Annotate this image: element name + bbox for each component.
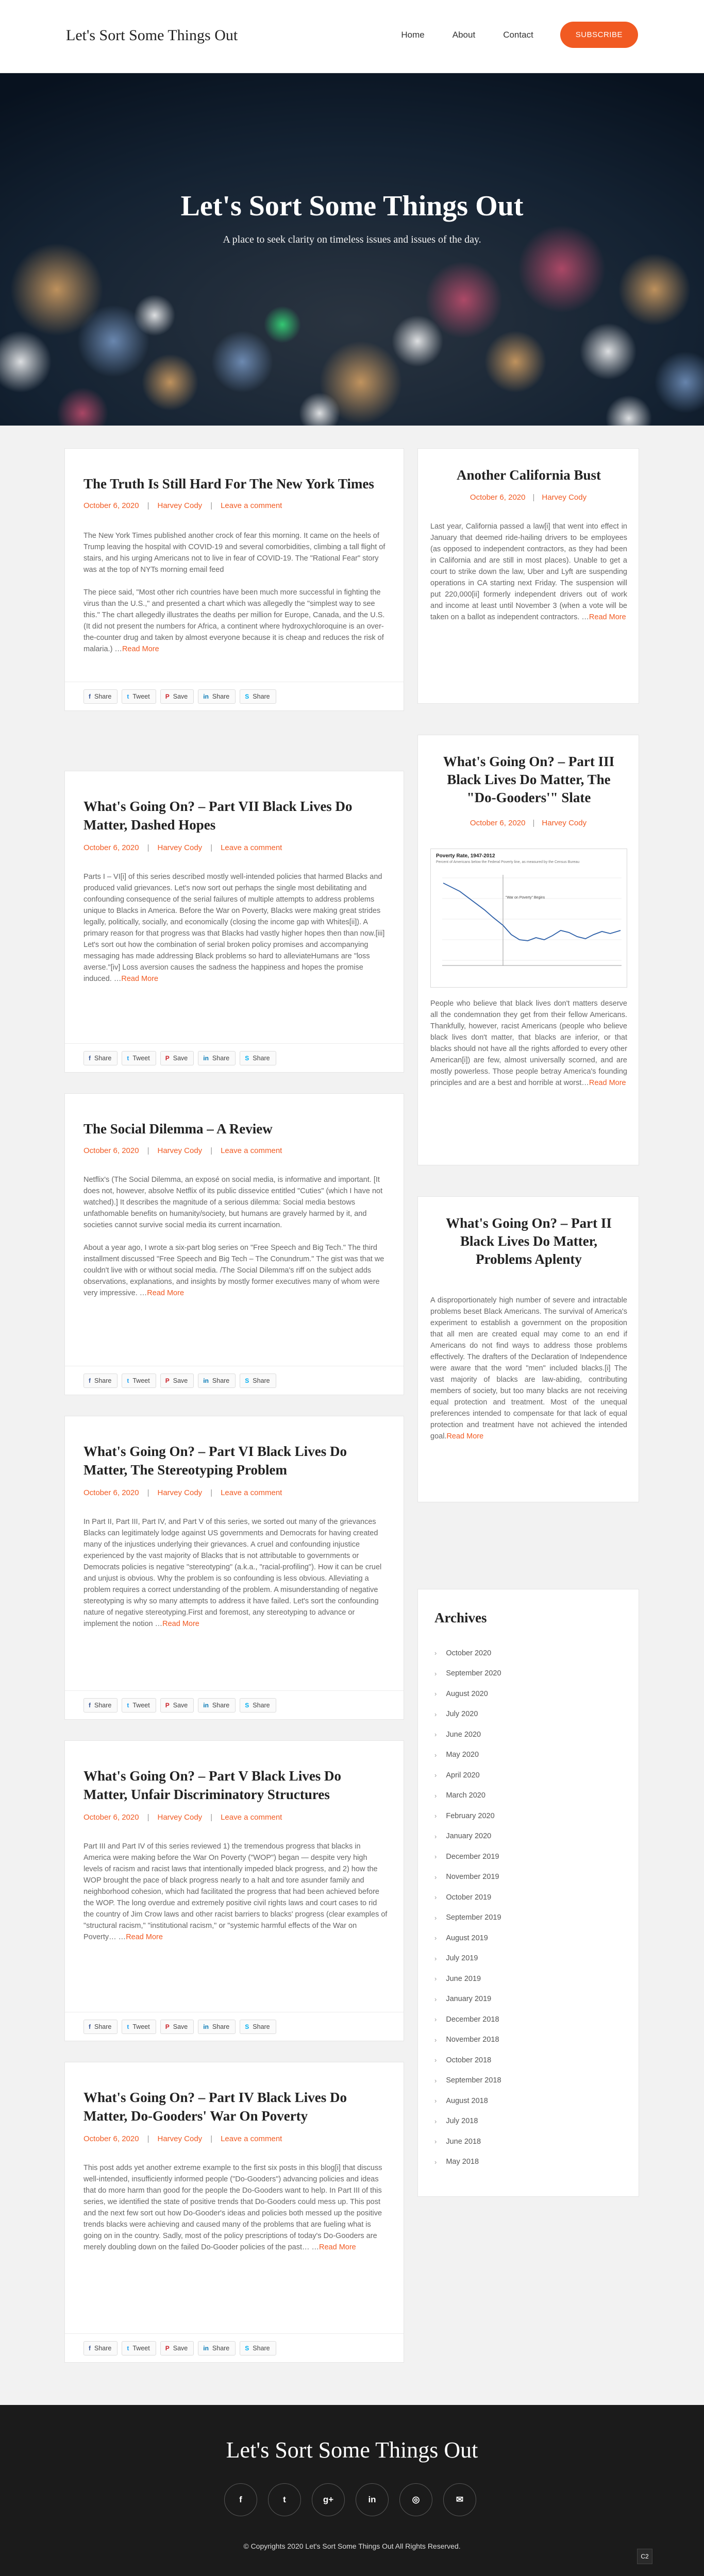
post-excerpt	[83, 1174, 388, 1310]
chart-title: Poverty Rate, 1947-2012	[436, 853, 495, 859]
archive-item[interactable]	[434, 1806, 501, 1826]
post-title[interactable]: What's Going On? – Part V Black Lives Do Matter, Unfair Discriminatory Structures	[83, 1768, 342, 1802]
pinterest-icon: P	[165, 2344, 170, 2352]
share-button-facebook[interactable]	[83, 1051, 118, 1065]
archive-item[interactable]	[434, 1908, 501, 1928]
share-button-skype[interactable]	[240, 1698, 276, 1713]
nav-about[interactable]: About	[452, 29, 476, 40]
share-button-pinterest[interactable]	[160, 1051, 194, 1065]
skype-icon: S	[245, 2344, 249, 2352]
post-date[interactable]: October 6, 2020	[83, 2134, 139, 2143]
chevron-right-icon: ›	[434, 1873, 437, 1881]
chevron-right-icon: ›	[434, 2036, 437, 2044]
archive-label: August 2018	[446, 2096, 488, 2105]
site-footer	[0, 2405, 704, 2576]
excerpt-paragraph: Last year, California passed a law[i] that went into effect in January that deemed ride-hailing drivers to be employees (as opposed to independent contractors, as they had been in California and are still in most places). Unable to get a court to strike down the law, Uber and Lyft are suspending operations in CA starting next Friday. The suspension will put 220,000[ii] formerly independent drivers out of work and income at least until November 3 (when a vote will be taken on a ballot as independent contractors. …	[430, 522, 627, 621]
twitter-icon: t	[127, 2023, 129, 2030]
post-meta: October 6, 2020 | Harvey Cody | Leave a comment	[83, 1146, 282, 1155]
share-button-linkedin[interactable]	[198, 1698, 236, 1713]
chart-plot	[431, 868, 627, 986]
facebook-icon: f	[89, 1377, 91, 1384]
post-title[interactable]: What's Going On? – Part VII Black Lives Do Matter, Dashed Hopes	[83, 799, 353, 833]
chevron-right-icon: ›	[434, 2158, 437, 2166]
leave-comment-link[interactable]: Leave a comment	[221, 501, 282, 510]
archive-item[interactable]	[434, 1724, 501, 1745]
excerpt-paragraph: Netflix's (The Social Dilemma, an exposé on social media, is informative and important. [It does not, however, absolve Netflix of its public dissevice entitled "Cuties" (which I have not watched).] It describes the magnitude of a serious dilemma: Social media bestows unfathomable benefits on humanity/society, but humans are gravely harmed by it, and societies cannot survive social media its current incarnation.	[83, 1176, 383, 1229]
skype-icon: S	[245, 2023, 249, 2030]
facebook-icon: f	[89, 1701, 91, 1709]
site-header	[0, 0, 704, 73]
post-card	[64, 771, 404, 1073]
excerpt-paragraph: The piece said, "Most other rich countries have been much more successful in fighting the virus than the U.S.," and presented a chart which was allegedly the "simplest way to see this." The chart allegedly illustrates the deaths per million for Europe, Canada, and the U.S. (It did not present the numbers for Africa, a continent where hydroxychloroquine is an over-the-counter drug and taken by almost everyone because it is cheap and reduces the risk of malaria.) …	[83, 588, 385, 653]
chevron-right-icon: ›	[434, 1690, 437, 1698]
share-label: Save	[173, 1701, 188, 1709]
skype-icon: S	[245, 1377, 249, 1384]
share-label: Share	[212, 1701, 230, 1709]
archive-label: September 2018	[446, 2076, 501, 2085]
nav-home[interactable]: Home	[401, 29, 425, 40]
post-title[interactable]: The Social Dilemma – A Review	[83, 1121, 273, 1137]
pinterest-icon: P	[165, 1054, 170, 1062]
post-excerpt	[83, 871, 388, 996]
archive-item[interactable]	[434, 1846, 501, 1867]
archive-item[interactable]	[434, 1704, 501, 1725]
archive-label: August 2020	[446, 1689, 488, 1698]
read-more-link[interactable]: Read More	[126, 1933, 163, 1941]
excerpt-paragraph: The New York Times published another crock of fear this morning. It came on the heels of Trump leaving the hospital with COVID-19 and several comorbidities, climbing a tall flight of stairs, and his urging Americans not to live in fear of COVID-19. The "Rational Fear" story was at the top of NYTs morning email feed	[83, 532, 385, 574]
post-date[interactable]: October 6, 2020	[83, 501, 139, 510]
sidebar-post-card	[417, 1196, 639, 1502]
archive-item[interactable]	[434, 2091, 501, 2111]
share-label: Tweet	[132, 1054, 150, 1062]
hero-bokeh-background	[0, 73, 704, 426]
excerpt-paragraph: This post adds yet another extreme example to the first six posts in this blog[i] that discuss well-intended, insufficiently informed people ("Do-Gooders") advancing policies and ideas that do more harm than good for the people the Do-Gooders want to help. In Part III of this series, we identified the state of positive trends that Do-Gooders could mess up. This post and the next few sort out how Do-Gooder's ideas and policies both messed up the positive trends blacks were achieving and caused many of the problems that are fueling what is going on in the country. Sadly, most of the policy prescriptions of today's Do-Gooders are merely doubling down on the failed Do-Gooder policies of the past… …	[83, 2164, 382, 2251]
linkedin-icon: in	[203, 2344, 209, 2352]
social-links	[224, 2483, 487, 2516]
share-bar	[65, 2012, 404, 2041]
linkedin-icon: in	[203, 1054, 209, 1062]
read-more-link[interactable]: Read More	[162, 1620, 199, 1628]
leave-comment-link[interactable]: Leave a comment	[221, 843, 282, 852]
archive-item[interactable]	[434, 1867, 501, 1888]
chevron-right-icon: ›	[434, 1649, 437, 1657]
share-button-twitter[interactable]	[122, 2020, 156, 2034]
chevron-right-icon: ›	[434, 1710, 437, 1718]
facebook-icon: f	[89, 1054, 91, 1062]
sidebar-post-card	[417, 448, 639, 704]
post-author[interactable]: Harvey Cody	[157, 843, 203, 852]
chevron-right-icon: ›	[434, 1975, 437, 1983]
chart-subtitle: Percent of Americans below the Federal Poverty line, as measured by the Census Bureau	[436, 860, 580, 864]
read-more-link[interactable]: Read More	[122, 645, 159, 653]
share-button-twitter[interactable]	[122, 689, 156, 704]
skype-icon: S	[245, 1054, 249, 1062]
share-button-linkedin[interactable]	[198, 1051, 236, 1065]
sidebar-post-excerpt	[430, 521, 627, 623]
archive-item[interactable]	[434, 1826, 501, 1847]
chevron-right-icon: ›	[434, 2097, 437, 2105]
archive-item[interactable]	[434, 1664, 501, 1684]
share-bar	[65, 682, 404, 710]
post-meta: October 6, 2020 | Harvey Cody | Leave a comment	[83, 1488, 282, 1497]
skype-icon: S	[245, 692, 249, 700]
share-button-facebook[interactable]	[83, 2341, 118, 2355]
read-more-link[interactable]: Read More	[589, 613, 626, 621]
chevron-right-icon: ›	[434, 1751, 437, 1759]
archive-label: January 2020	[446, 1832, 492, 1841]
share-label: Share	[212, 2023, 230, 2030]
share-button-skype[interactable]	[240, 2020, 276, 2034]
share-label: Save	[173, 2023, 188, 2030]
share-button-pinterest[interactable]	[160, 1698, 194, 1713]
twitter-icon: t	[127, 1054, 129, 1062]
archive-label: July 2018	[446, 2117, 478, 2126]
excerpt-paragraph: In Part II, Part III, Part IV, and Part V of this series, we sorted out many of the grievances Blacks can legitimately lodge against US governments and Democrats for having created many of the injustices underlying their grievances. A cruel and confounding injustice experienced by the vast majority of Blacks that is not attributable to governments or Democrats policies is negative "stereotyping" (a.k.a., "racial-profiling"). How it can be cruel and unjust is obvious. Why the problem is so confounding is less obvious. Alleviating a problem requires a correct understanding of the problem. A misunderstanding of negative stereotyping is why so many attempts to address it have failed. Let's sort the confounding nature of negative stereotyping.First and foremost, any stereotyping to advance or implement the notion …	[83, 1518, 382, 1628]
post-author[interactable]: Harvey Cody	[542, 819, 587, 827]
share-label: Share	[94, 692, 112, 700]
archive-item[interactable]	[434, 1948, 501, 1969]
chevron-right-icon: ›	[434, 2117, 437, 2125]
twitter-icon: t	[127, 2344, 129, 2352]
sidebar-post-excerpt	[430, 998, 627, 1089]
sidebar-post-card	[417, 735, 639, 1165]
share-label: Share	[94, 2344, 112, 2352]
linkedin-icon: in	[203, 1377, 209, 1384]
post-author[interactable]: Harvey Cody	[157, 1813, 203, 1822]
share-bar	[65, 1690, 404, 1719]
post-meta: October 6, 2020 | Harvey Cody | Leave a comment	[83, 1813, 282, 1822]
post-card	[64, 1416, 404, 1720]
read-more-link[interactable]: Read More	[319, 2243, 356, 2251]
archive-item[interactable]	[434, 1989, 501, 2010]
post-card	[64, 1740, 404, 2041]
post-date[interactable]: October 6, 2020	[470, 493, 526, 502]
archive-item[interactable]	[434, 1969, 501, 1989]
twitter-icon: t	[127, 692, 129, 700]
archive-item[interactable]	[434, 2111, 501, 2132]
share-button-facebook[interactable]	[83, 689, 118, 704]
share-button-linkedin[interactable]	[198, 1374, 236, 1388]
hero-title: Let's Sort Some Things Out	[180, 190, 524, 222]
share-button-linkedin[interactable]	[198, 2020, 236, 2034]
post-card	[64, 1093, 404, 1395]
share-label: Share	[212, 692, 230, 700]
share-label: Share	[253, 1377, 270, 1384]
post-title[interactable]: The Truth Is Still Hard For The New York Times	[83, 476, 374, 492]
linkedin-icon: in	[203, 692, 209, 700]
archive-label: July 2019	[446, 1954, 478, 1963]
share-label: Share	[212, 2344, 230, 2352]
share-label: Share	[253, 1054, 270, 1062]
post-title[interactable]: What's Going On? – Part VI Black Lives Do Matter, The Stereotyping Problem	[83, 1444, 347, 1478]
post-meta: October 6, 2020 | Harvey Cody | Leave a comment	[83, 843, 282, 852]
google-plus-icon[interactable]: g+	[312, 2483, 345, 2516]
email-icon[interactable]: ✉	[443, 2483, 476, 2516]
post-author[interactable]: Harvey Cody	[157, 501, 203, 510]
chevron-right-icon: ›	[434, 1669, 437, 1677]
share-button-linkedin[interactable]	[198, 689, 236, 704]
subscribe-button[interactable]: SUBSCRIBE	[560, 22, 638, 48]
archive-item[interactable]	[434, 1786, 501, 1806]
share-button-twitter[interactable]	[122, 1051, 156, 1065]
hero-banner	[0, 73, 704, 426]
post-card	[64, 448, 404, 711]
read-more-link[interactable]: Read More	[446, 1432, 484, 1440]
facebook-icon: f	[89, 2344, 91, 2352]
share-bar	[65, 1366, 404, 1395]
post-excerpt	[83, 1841, 388, 1954]
site-brand[interactable]: Let's Sort Some Things Out	[66, 27, 238, 44]
archive-label: June 2018	[446, 2137, 481, 2146]
post-excerpt	[83, 530, 388, 666]
archive-item[interactable]	[434, 2152, 501, 2173]
archive-label: August 2019	[446, 1934, 488, 1942]
archive-label: December 2019	[446, 1852, 499, 1861]
sidebar-post-meta: October 6, 2020 | Harvey Cody	[470, 819, 587, 827]
excerpt-paragraph: People who believe that black lives don't matters deserve all the condemnation they get from their fellow Americans. Thankfully, however, racist Americans (people who believe black lives don't matter, that blacks are inferior, or that blacks should not have all the rights afforded to every other American[i]) are few, almost universally scorned, and are mostly powerless. Those people betray America's founding principles and are a best and horrible at worst…	[430, 999, 627, 1087]
archive-label: October 2018	[446, 2056, 492, 2064]
post-excerpt	[83, 1516, 388, 1641]
pinterest-icon: P	[165, 1377, 170, 1384]
share-bar	[65, 1043, 404, 1072]
share-button-pinterest[interactable]	[160, 2020, 194, 2034]
hero-tagline: A place to seek clarity on timeless issues and issues of the day.	[223, 234, 481, 245]
share-button-twitter[interactable]	[122, 1374, 156, 1388]
post-author[interactable]: Harvey Cody	[157, 1146, 203, 1155]
post-author[interactable]: Harvey Cody	[157, 2134, 203, 2143]
read-more-link[interactable]: Read More	[589, 1079, 626, 1087]
read-more-link[interactable]: Read More	[147, 1289, 185, 1297]
leave-comment-link[interactable]: Leave a comment	[221, 2134, 282, 2143]
archive-item[interactable]	[434, 2050, 501, 2071]
archive-label: February 2020	[446, 1811, 495, 1820]
archive-label: June 2020	[446, 1730, 481, 1739]
chevron-right-icon: ›	[434, 1913, 437, 1922]
share-label: Save	[173, 1054, 188, 1062]
share-label: Tweet	[132, 692, 150, 700]
share-label: Save	[173, 1377, 188, 1384]
main-nav	[373, 22, 638, 48]
linkedin-icon: in	[203, 1701, 209, 1709]
facebook-icon: f	[89, 2023, 91, 2030]
share-button-facebook[interactable]	[83, 2020, 118, 2034]
share-label: Share	[212, 1377, 230, 1384]
share-button-pinterest[interactable]	[160, 1374, 194, 1388]
chevron-right-icon: ›	[434, 2138, 437, 2146]
archive-item[interactable]	[434, 1928, 501, 1948]
archives-title: Archives	[434, 1610, 487, 1625]
share-label: Share	[94, 1701, 112, 1709]
facebook-icon[interactable]: f	[224, 2483, 257, 2516]
post-card	[64, 2062, 404, 2363]
excerpt-paragraph: Parts I – VI[i] of this series described mostly well-intended policies that harmed Blacks and produced valid grievances. Let's now sort out perhaps the single most debilitating and confounding consequence of the serial failures of multiple attempts to address problems unique to Blacks in America. Before the War on Poverty, Blacks were making great strides legally, politically, socially, and economically (closing the income gap with Whites[ii]). A primary reason for that progress was that Blacks had vastly higher hopes then than now.[iii] Let's sort out how the combination of serial broken policy promises and accompanying messaging has made addressing Black problems so hard to alleviateHumans are "loss averse."[iv] Loss aversion causes the sadness the happiness and hopes the promise induced. …	[83, 873, 385, 983]
archive-item[interactable]	[434, 1745, 501, 1766]
archive-label: June 2019	[446, 1974, 481, 1983]
chevron-right-icon: ›	[434, 1954, 437, 1962]
share-label: Tweet	[132, 2023, 150, 2030]
archive-label: March 2020	[446, 1791, 485, 1800]
sidebar-post-meta: October 6, 2020 | Harvey Cody	[470, 493, 587, 502]
share-button-pinterest[interactable]	[160, 689, 194, 704]
share-label: Share	[253, 692, 270, 700]
chevron-right-icon: ›	[434, 1893, 437, 1902]
poverty-rate-line	[443, 883, 621, 941]
archive-label: October 2020	[446, 1649, 492, 1657]
share-label: Share	[94, 1054, 112, 1062]
share-label: Share	[212, 1054, 230, 1062]
share-button-skype[interactable]	[240, 1374, 276, 1388]
linkedin-icon: in	[203, 2023, 209, 2030]
chevron-right-icon: ›	[434, 2056, 437, 2064]
archive-label: September 2019	[446, 1913, 501, 1922]
chevron-right-icon: ›	[434, 1934, 437, 1942]
linkedin-icon[interactable]: in	[356, 2483, 389, 2516]
archive-label: October 2019	[446, 1893, 492, 1902]
archive-label: May 2020	[446, 1751, 479, 1759]
share-label: Share	[253, 2023, 270, 2030]
excerpt-paragraph: A disproportionately high number of severe and intractable problems beset Black Americans. The survival of America's experiment to establish a government on the proposition that all men are created equal may come to an end if Americans do not find ways to address those problems effectively. The drafters of the Declaration of Independence were aware that the word "men" included blacks.[i] The vast majority of blacks are law-abiding, contributing members of society, but too many blacks are not receiving equal protection and treatment. Most of the unequal preferences intended to compensate for that lack of equal protection and treatment have not achieved the intended goal.	[430, 1296, 627, 1440]
archive-label: July 2020	[446, 1710, 478, 1719]
chevron-right-icon: ›	[434, 1853, 437, 1861]
archive-item[interactable]	[434, 1887, 501, 1908]
excerpt-paragraph: About a year ago, I wrote a six-part blog series on "Free Speech and Big Tech." The third installment discussed "Free Speech and Big Tech – The Conundrum." The gist was that we couldn't live with or without social media. /The Social Dilemma's riff on the subject adds observations, explanations, and insights by mostly former executives many of whom were very impressive. …	[83, 1244, 384, 1297]
share-bar	[65, 2333, 404, 2362]
share-button-facebook[interactable]	[83, 1374, 118, 1388]
chevron-right-icon: ›	[434, 1995, 437, 2003]
share-label: Share	[253, 2344, 270, 2352]
archive-label: January 2019	[446, 1995, 492, 2004]
share-button-twitter[interactable]	[122, 2341, 156, 2355]
pinterest-icon: P	[165, 1701, 170, 1709]
share-button-skype[interactable]	[240, 1051, 276, 1065]
chevron-right-icon: ›	[434, 2076, 437, 2084]
floating-badge[interactable]: C2	[637, 2549, 652, 2564]
post-date[interactable]: October 6, 2020	[83, 843, 139, 852]
archive-item[interactable]	[434, 1684, 501, 1704]
leave-comment-link[interactable]: Leave a comment	[221, 1813, 282, 1822]
share-label: Tweet	[132, 2344, 150, 2352]
sidebar-post-excerpt	[430, 1295, 627, 1442]
chevron-right-icon: ›	[434, 1832, 437, 1840]
sidebar-post-title[interactable]: What's Going On? – Part II Black Lives Do Matter, Problems Aplenty	[446, 1215, 612, 1267]
archive-item[interactable]	[434, 2071, 501, 2091]
chevron-right-icon: ›	[434, 2015, 437, 2024]
chevron-right-icon: ›	[434, 1731, 437, 1739]
archive-item[interactable]	[434, 1643, 501, 1664]
archive-label: December 2018	[446, 2015, 499, 2024]
sidebar-post-title[interactable]: Another California Bust	[456, 467, 601, 483]
archives-list	[434, 1643, 501, 2172]
post-date[interactable]: October 6, 2020	[83, 1488, 139, 1497]
archive-item[interactable]	[434, 2009, 501, 2030]
chart-annotation: "War on Poverty" Begins	[506, 896, 545, 900]
post-title[interactable]: What's Going On? – Part IV Black Lives Do Matter, Do-Gooders' War On Poverty	[83, 2090, 347, 2124]
poverty-rate-chart	[430, 849, 627, 988]
chevron-right-icon: ›	[434, 1812, 437, 1820]
archive-label: September 2020	[446, 1669, 501, 1678]
sidebar-post-title[interactable]: What's Going On? – Part III Black Lives Do Matter, The "Do-Gooders'" Slate	[443, 754, 615, 805]
excerpt-paragraph: Part III and Part IV of this series reviewed 1) the tremendous progress that blacks in America were making before the War On Poverty ("WOP") began — despite very high levels of racism and racist laws that intentionally impeded black progress, and 2) how the WOP brought the pace of black progress nearly to a halt and tore asunder family and neighborhood cohesion, which had facilitated the progress that had been achieved before the WOP. The long overdue and extremely positive civil rights laws and court cases to rid the country of Jim Crow laws and other racist barriers to blacks' progress (clear examples of "structural racism," "institutional racism," or "systemic harmful effects of the War on Poverty… …	[83, 1842, 388, 1941]
post-date[interactable]: October 6, 2020	[83, 1146, 139, 1155]
share-label: Save	[173, 2344, 188, 2352]
share-label: Share	[94, 1377, 112, 1384]
post-meta: October 6, 2020 | Harvey Cody | Leave a comment	[83, 501, 282, 510]
share-label: Tweet	[132, 1377, 150, 1384]
share-label: Share	[94, 2023, 112, 2030]
instagram-icon[interactable]: ◎	[399, 2483, 432, 2516]
share-button-skype[interactable]	[240, 689, 276, 704]
twitter-icon: t	[127, 1701, 129, 1709]
archives-widget	[417, 1589, 639, 2197]
nav-contact[interactable]: Contact	[503, 29, 533, 40]
post-date[interactable]: October 6, 2020	[470, 819, 526, 827]
chevron-right-icon: ›	[434, 1791, 437, 1800]
chevron-right-icon: ›	[434, 1771, 437, 1780]
leave-comment-link[interactable]: Leave a comment	[221, 1488, 282, 1497]
share-button-facebook[interactable]	[83, 1698, 118, 1713]
post-excerpt	[83, 2162, 388, 2264]
share-button-pinterest[interactable]	[160, 2341, 194, 2355]
archive-item[interactable]	[434, 1765, 501, 1786]
archive-label: May 2018	[446, 2158, 479, 2166]
share-label: Share	[253, 1701, 270, 1709]
archive-label: November 2018	[446, 2036, 499, 2044]
twitter-icon: t	[127, 1377, 129, 1384]
post-author[interactable]: Harvey Cody	[542, 493, 587, 502]
post-author[interactable]: Harvey Cody	[157, 1488, 203, 1497]
share-label: Tweet	[132, 1701, 150, 1709]
pinterest-icon: P	[165, 2023, 170, 2030]
archive-label: April 2020	[446, 1771, 480, 1780]
twitter-icon[interactable]: t	[268, 2483, 301, 2516]
share-button-twitter[interactable]	[122, 1698, 156, 1713]
skype-icon: S	[245, 1701, 249, 1709]
copyright: © Copyrights 2020 Let's Sort Some Things Out All Rights Reserved.	[243, 2542, 461, 2550]
post-date[interactable]: October 6, 2020	[83, 1813, 139, 1822]
leave-comment-link[interactable]: Leave a comment	[221, 1146, 282, 1155]
post-meta: October 6, 2020 | Harvey Cody | Leave a comment	[83, 2134, 282, 2143]
archive-item[interactable]	[434, 2030, 501, 2050]
share-button-skype[interactable]	[240, 2341, 276, 2355]
share-label: Save	[173, 692, 188, 700]
share-button-linkedin[interactable]	[198, 2341, 236, 2355]
facebook-icon: f	[89, 692, 91, 700]
footer-brand[interactable]: Let's Sort Some Things Out	[226, 2437, 478, 2463]
archive-label: November 2019	[446, 1873, 499, 1882]
read-more-link[interactable]: Read More	[121, 975, 159, 983]
archive-item[interactable]	[434, 2131, 501, 2152]
pinterest-icon: P	[165, 692, 170, 700]
